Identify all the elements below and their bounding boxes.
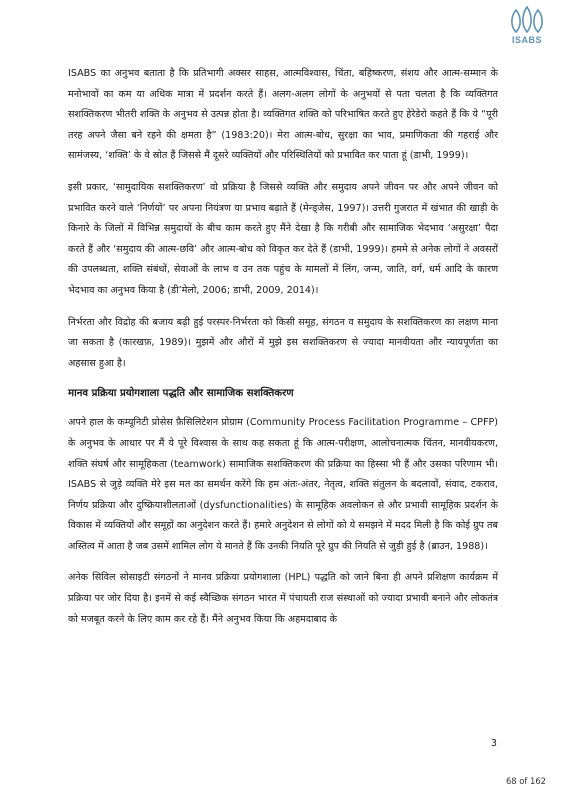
section-paragraph-1: अपने हाल के कम्यूनिटी प्रोसेस फ़ैसिलिटेशन प्रोग्राम (Community Process Facilitation Programme – CPFP) के अनुभव के आधार पर मैं ये पूरे विश्वास के साथ कह सकता हूं कि आत्म-परीक्षण, आलोचनात्मक चिंतन, मानवीयकरण, शक्ति संघर्ष और सामूहिकता (teamwork) सामाजिक सशक्तिकरण की प्रक्रिया का हिस्सा भी हैं और उसका परिणाम भी। ISABS से जुड़े व्यक्ति मेरे इस मत का समर्थन करेंगे कि हम अंतः-अंतर, नेतृत्व, शक्ति संतुलन के बदलावों, संवाद, टकराव, निर्णय प्रक्रिया और दुष्क्रियाशीलताओं (dysfunctionalities) के सामूहिक अवलोकन से और प्रभावी सामूहिक प्रदर्शन के विकास में व्यक्तियों और समूहों का अनुदेशन करते हैं। हमारे अनुदेशन से लोगों को ये समझने में मदद मिली है कि कोई ग्रुप तब अस्तित्व में आता है जब उसमें शामिल लोग ये मानते हैं कि उनकी नियति पूरे ग्रुप की नियति से जुड़ी हुई है (ब्राउन, 1988)। — [68, 417, 498, 552]
paragraph-2: इसी प्रकार, ‘सामुदायिक सशक्तिकरण’ वो प्रक्रिया है जिससे व्यक्ति और समुदाय अपने जीवन पर और अपने जीवन को प्रभावित करने वाले ‘निर्णयों’ पर अपना नियंत्रण या प्रभाव बढ़ाते हैं (मेन्ड्जेस, 1997)। उत्तरी गुजरात में खंभात की खाड़ी के किनारे के जिलों में विभिन्न समुदायों के बीच काम करते हुए मैंने देखा है कि गरीबी और सामाजिक भेदभाव ‘असुरक्षा’ पैदा करते हैं और ‘समुदाय की आत्म-छवि’ और आत्म-बोध को विकृत कर देते हैं (डाभी, 1999)। हममे से अनेक लोगों ने अवसरों की उपलब्धता, शक्ति संबंधों, सेवाओं के लाभ व उन तक पहुंच के मामलों में लिंग, जन्म, जाति, वर्ग, धर्म आदि के कारण भेदभाव का अनुभव किया है (डी’मेलो, 2006; डाभी, 2009, 2014)। — [68, 181, 498, 296]
isabs-logo — [505, 6, 549, 50]
page-number: 3 — [490, 738, 497, 749]
page-count: 68 of 162 — [505, 776, 546, 786]
paragraph-3: निर्भरता और विद्रोह की बजाय बढ़ी हुई परस्पर-निर्भरता को किसी समूह, संगठन व समुदाय के सशक्तिकरण का लक्षण माना जा सकता है (कारखफ़, 1989)। मुझमें और औरों में मुझे इस सशक्तिकरण से ज्यादा मानवीयता और न्यायपूर्णता का अहसास हुआ है। — [68, 316, 498, 369]
logo-text: ISABS — [511, 35, 542, 45]
section-paragraph-2: अनेक सिविल सोसाइटी संगठनों ने मानव प्रक्रिया प्रयोगशाला (HPL) पद्धति को जाने बिना ही अपने प्रशिक्षण कार्यक्रम में प्रक्रिया पर जोर दिया है। इनमें से कई स्वैच्छिक संगठन भारत में पंचायती राज संस्थाओं को ज्यादा प्रभावी बनाने और लोकतंत्र को मजबूत करने के लिए काम कर रहे हैं। मैंने अनुभव किया कि अहमदाबाद के — [68, 572, 498, 625]
document-body — [68, 64, 498, 641]
section-heading: मानव प्रक्रिया प्रयोगशाला पद्धति और सामाजिक सशक्तिकरण — [68, 388, 294, 400]
isabs-leaf-logo-icon — [508, 6, 546, 34]
paragraph-1: ISABS का अनुभव बताता है कि प्रतिभागी अक्सर साहस, आत्मविश्वास, चिंता, बहिष्करण, संशय और आत्म-सम्मान के मनोभावों का कम या अधिक मात्रा में प्रदर्शन करते हैं। अलग-अलग लोगों के अनुभवों से पता चलता है कि व्यक्तिगत सशक्तिकरण भीतरी शक्ति के अनुभव से उत्पन्न होता है। व्यक्तिगत शक्ति को परिभाषित करते हुए हेरेडेरो कहते हैं कि ये “पूरी तरह अपने जैसा बने रहने की क्षमता है” (1983:20)। मेरा आत्म-बोध, सुरक्षा का भाव, प्रमाणिकता की गहराई और सामंजस्य, ‘शक्ति’ के वे स्रोत हैं जिससे मैं दूसरे व्यक्तियों और परिस्थितियों को प्रभावित कर पाता हूं (डाभी, 1999)। — [68, 68, 498, 162]
